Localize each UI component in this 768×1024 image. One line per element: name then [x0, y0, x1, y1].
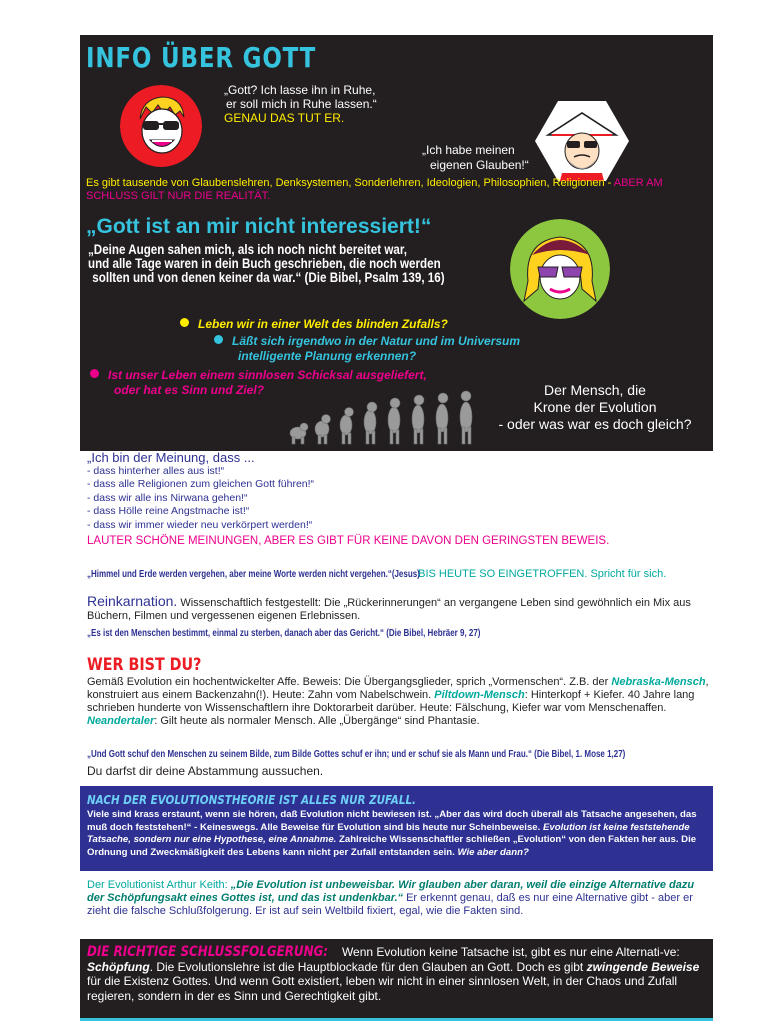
headline-nicht-interessiert: „Gott ist an mir nicht interessiert!“: [86, 215, 432, 238]
reinkarnation-heading: Reinkarnation.: [87, 593, 178, 609]
section-himmel-erde: [87, 567, 711, 582]
bullet-dot: [90, 369, 99, 378]
evolution-box-title: NACH DER EVOLUTIONSTHEORIE IST ALLES NUR ZUFALL.: [87, 792, 417, 807]
meinung-conclusion: LAUTER SCHÖNE MEINUNGEN, ABER ES GIBT FÜR KEINE DAVON DEN GERINGSTEN BEWEIS.: [87, 535, 610, 547]
question-schicksal: Ist unser Leben einem sinnlosen Schicksal ausgeliefert, oder hat es Sinn und Ziel?: [90, 368, 427, 383]
list-item: - dass Hölle reine Angstmache ist!“: [87, 505, 250, 517]
cartoon-asian-man-hat-icon: [534, 99, 630, 183]
list-item: - dass wir alle ins Nirwana gehen!“: [87, 491, 248, 504]
flyer-page: [80, 35, 713, 1024]
quote-ruhe: „Gott? Ich lasse ihn in Ruhe, er soll mich in Ruhe lassen.“ GENAU DAS TUT ER.: [224, 83, 377, 125]
section-reinkarnation: Reinkarnation. Wissenschaftlich festgestellt: Die „Rückerinnerungen“ an vergangene Leben sind gewöhnlich ein Mix aus Büchern, Filmen und vergessenen eigenen Erlebnissen. „Es ist den Menschen bestimmt, einmal zu sterben, danach aber das Gericht.“ (Die Bibel, Hebräer 9, 27): [87, 593, 691, 639]
section-genesis: [87, 748, 711, 778]
jesus-quote: „Himmel und Erde werden vergehen, aber meine Worte werden nicht vergehen.“(Jesus): [87, 569, 420, 580]
list-item: - dass hinterher alles aus ist!“: [87, 464, 225, 477]
meinung-heading: „Ich bin der Meinung, dass ...: [87, 450, 255, 465]
abstammung-line: Du darfst dir deine Abstammung aussuchen.: [87, 764, 324, 778]
hebraeer-quote: „Es ist den Menschen bestimmt, einmal zu sterben, danach aber das Gericht.“ (Die Bibel, Hebräer 9, 27): [87, 628, 481, 639]
question-planung: Läßt sich irgendwo in der Natur und im Universum intelligente Planung erkennen?: [214, 334, 520, 349]
text-tausende: Es gibt tausende von Glaubenslehren, Denksystemen, Sonderlehren, Ideologien, Philosophien, Religionen - ABER AM SCHLUSS GILT NUR DIE REALITÄT.: [86, 177, 663, 202]
cartoon-woman-sunglasses-icon: [510, 219, 610, 319]
heading-wer-bist-du: WER BIST DU?: [87, 655, 202, 675]
evolution-box: [80, 786, 713, 871]
genesis-quote: „Und Gott schuf den Menschen zu seinem Bilde, zum Bilde Gottes schuf er ihn; und er schuf sie als Mann und Frau.“ (Die Bibel, 1. Mose 1,27): [87, 749, 626, 760]
evolution-march-icon: [286, 387, 486, 445]
section-arthur-keith: Der Evolutionist Arthur Keith: „Die Evolution ist unbeweisbar. Wir glauben aber daran, weil die einzige Alternative dazu der Schöpfungsakt eines Gottes ist, und das ist undenkbar.“ Er erkennt genau, daß es nur eine Alternative gibt - aber er zieht die falsche Schlußfolgerung. Er ist auf sein Weltbild fixiert, egal, wie die Fakten sind.: [87, 879, 695, 917]
answer-genau: GENAU DAS TUT ER.: [224, 111, 345, 125]
section-abstammung: Gemäß Evolution ein hochentwickelter Affe. Beweis: Die Übergangsglieder, sprich „Vormenschen“. Z.B. der Nebraska-Mensch, konstruiert aus einem Backenzahn(!). Heute: Zahn vom Nabelschwein. Piltdown-Mensch: Hinterkopf + Kiefer. 40 Jahre lang schrieben hunderte von Wissenschaftlern ihre Doktorarbeit darüber. Heute: Fälschung, Kiefer war vom Menschenaffen. Neandertaler: Gilt heute als normaler Mensch. Alle „Übergänge“ sind Phantasie.: [87, 676, 709, 727]
bullet-dot: [214, 335, 223, 344]
list-item: - dass wir immer wieder neu verkörpert werden!“: [87, 518, 313, 531]
evolution-box-text: Viele sind krass erstaunt, wenn sie hören, daß Evolution nicht bewiesen ist. „Aber das wird doch überall als Tatsache angesehen, das muß doch feststehen!“ - Keineswegs. Alle Beweise für Evolution sind bis heute nur Scheinbeweise. Evolution ist keine feststehende Tatsache, sondern nur eine Hypothese, eine Annahme. Zahlreiche Wissenschaftler schließen „Evolution“ von den Fakten her aus. Die Ordnung und Zweckmäßigkeit des Lebens kann nicht per Zufall entstanden sein. Wie aber dann?: [87, 809, 697, 858]
quote-eigener-glaube: „Ich habe meinen eigenen Glauben!“: [422, 143, 529, 172]
top-panel: [80, 35, 713, 451]
cartoon-man-sunglasses-icon: [120, 85, 202, 167]
bullet-dot: [180, 318, 189, 327]
list-item: - dass alle Religionen zum gleichen Gott führen!“: [87, 478, 315, 490]
conclusion-title: DIE RICHTIGE SCHLUSSFOLGERUNG:: [87, 944, 329, 960]
page-title: INFO ÜBER GOTT: [86, 41, 317, 74]
question-zufall: Leben wir in einer Welt des blinden Zufalls?: [180, 317, 448, 332]
krone-der-evolution: Der Mensch, die Krone der Evolution - oder was war es doch gleich?: [498, 382, 692, 432]
conclusion-box: DIE RICHTIGE SCHLUSSFOLGERUNG: Wenn Evolution keine Tatsache ist, gibt es nur eine Alternati-ve: Schöpfung. Die Evolutionslehre ist die Hauptblockade für den Glauben an Gott. Doch es gibt zwingende Beweise für die Existenz Gottes. Und wenn Gott existiert, leben wir nicht in einer sinnlosen Welt, in der Chaos und Zufall regieren, sondern in der es Sinn und Gerechtigkeit gibt.: [80, 939, 713, 1021]
section-meinungen: [87, 451, 711, 549]
himmel-comment: BIS HEUTE SO EINGETROFFEN. Spricht für sich.: [418, 568, 667, 580]
psalm-quote: „Deine Augen sahen mich, als ich noch nicht bereitet war, und alle Tage waren in dein Buch geschrieben, die noch werden sollten und von denen keiner da war.“ (Die Bibel, Psalm 139, 16): [88, 242, 445, 285]
